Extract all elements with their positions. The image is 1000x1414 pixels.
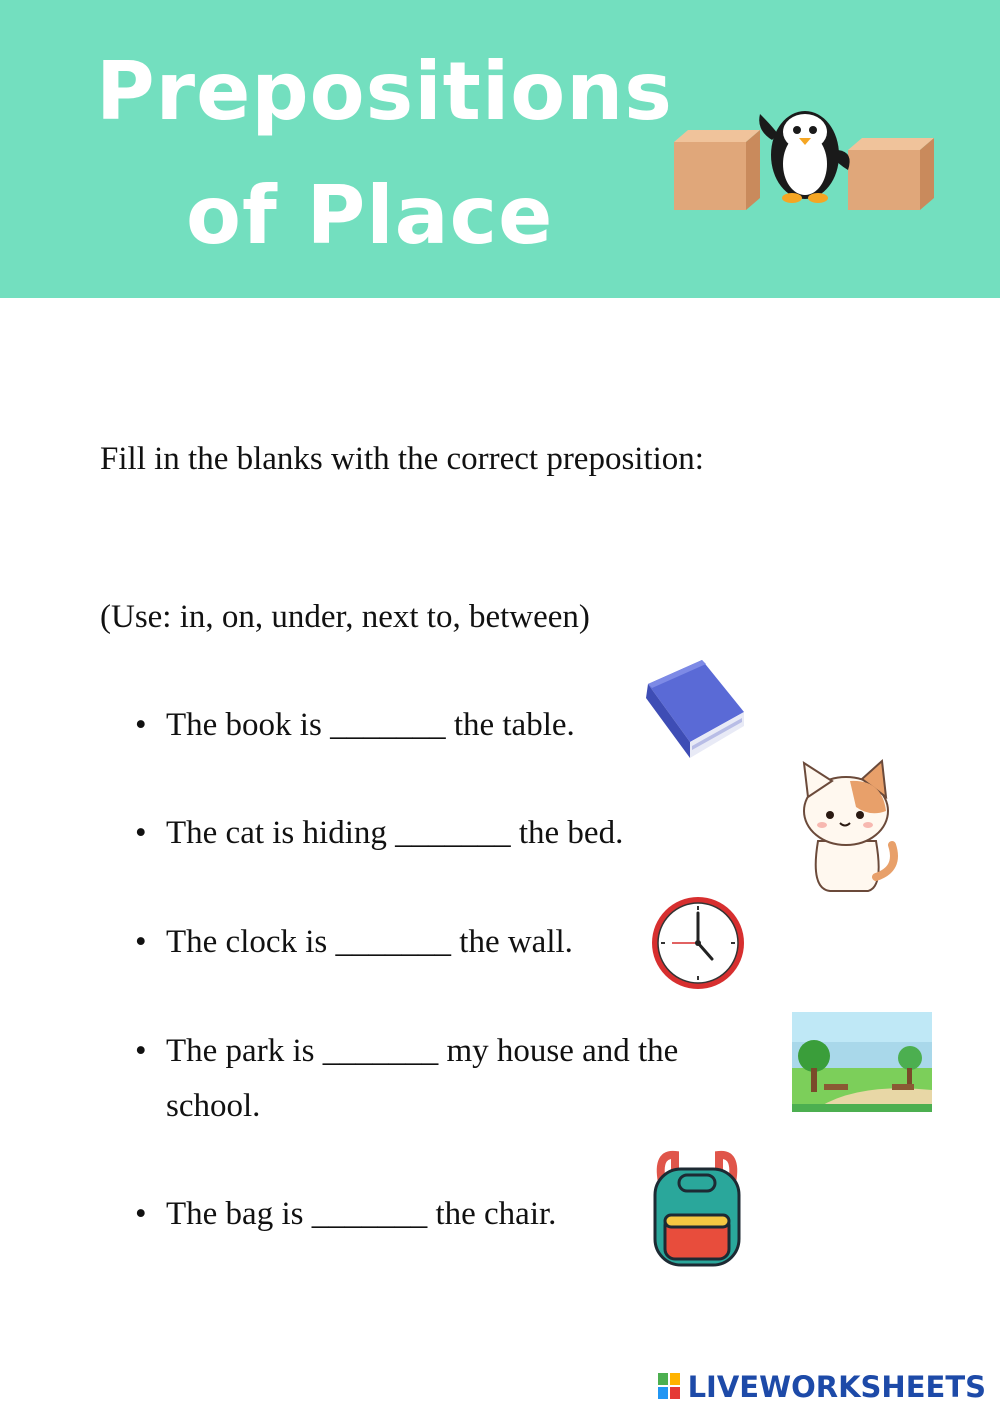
- page-title-line-1: Prepositions: [96, 45, 673, 138]
- right-box-icon: [848, 138, 934, 210]
- brand-name: LIVEWORKSHEETS: [687, 1370, 986, 1404]
- penguin-icon: [759, 111, 849, 203]
- list-item: [135, 806, 775, 861]
- instructions-text: Fill in the blanks with the correct preposition:: [100, 441, 704, 477]
- page-title-line-2: of Place: [186, 169, 554, 262]
- header-banner: [0, 0, 1000, 298]
- list-item: [135, 1024, 755, 1134]
- left-box-icon: [674, 130, 760, 210]
- bullet: •: [135, 815, 147, 851]
- question-text: The book is _______ the table.: [166, 707, 575, 743]
- park-icon: [792, 1012, 932, 1112]
- word-bank: (Use: in, on, under, next to, between): [100, 599, 590, 635]
- penguin-between-boxes-illustration: [668, 90, 942, 220]
- cat-icon: [790, 757, 902, 895]
- bullet: •: [135, 924, 147, 960]
- bullet: •: [135, 1196, 147, 1232]
- footer-brand: [658, 1372, 986, 1402]
- bullet: •: [135, 1033, 147, 1069]
- bullet: •: [135, 707, 147, 743]
- question-text: The cat is hiding _______ the bed.: [166, 815, 624, 851]
- question-text: The clock is _______ the wall.: [166, 924, 573, 960]
- question-text: The park is _______ my house and the school.: [166, 1033, 679, 1124]
- liveworksheets-logo-icon: [658, 1373, 682, 1401]
- question-text: The bag is _______ the chair.: [166, 1196, 557, 1232]
- clock-icon: [648, 893, 748, 993]
- backpack-icon: [645, 1147, 749, 1269]
- book-icon: [640, 656, 748, 762]
